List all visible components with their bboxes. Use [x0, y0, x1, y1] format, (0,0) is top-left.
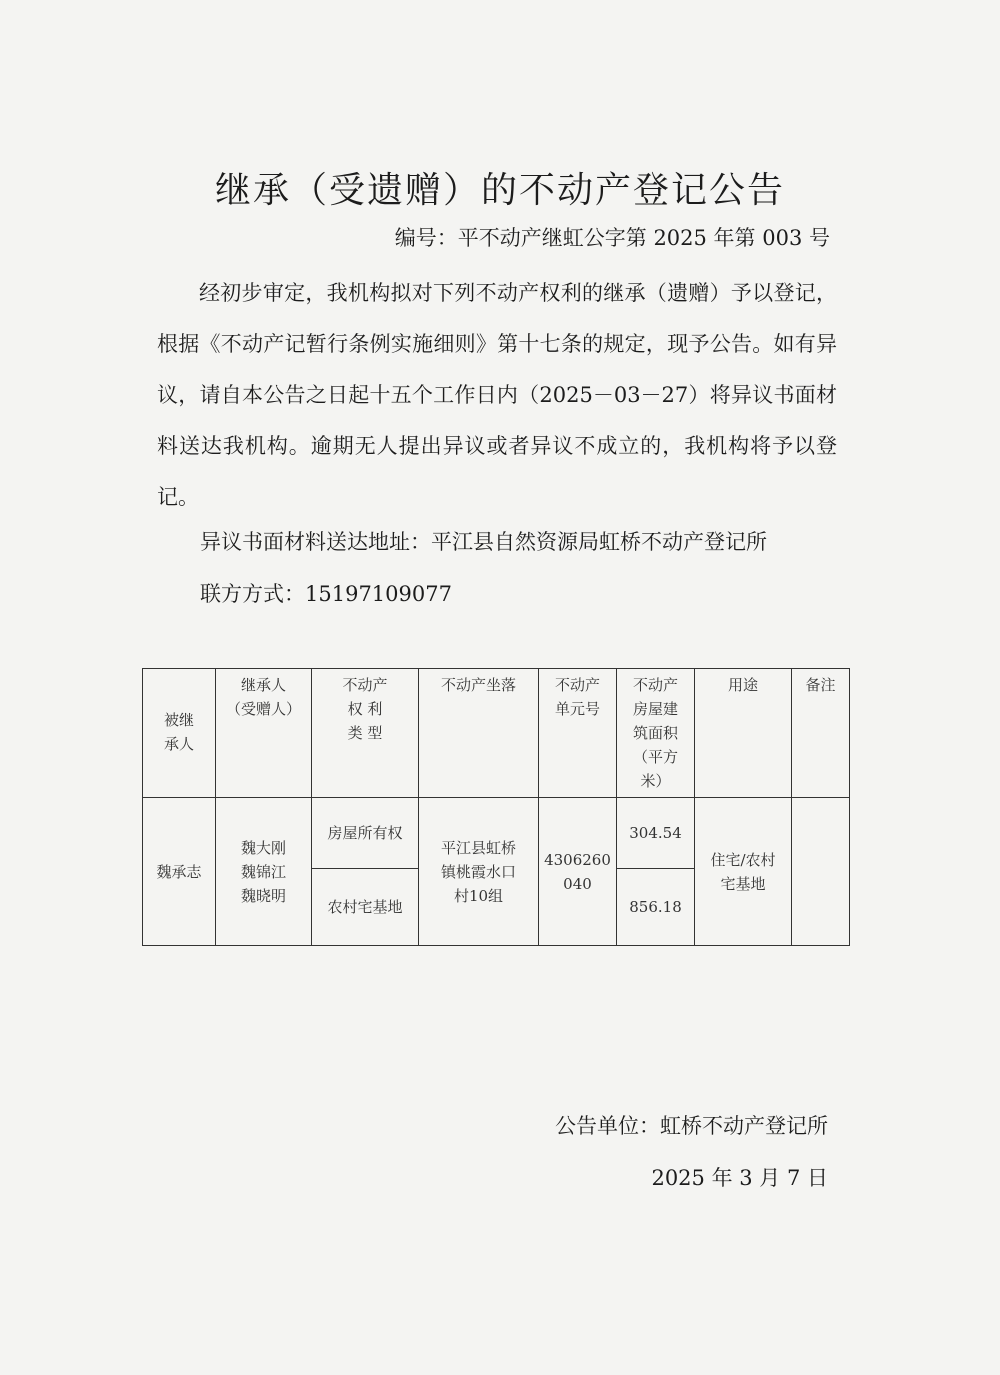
table-header-row: [143, 669, 850, 798]
registration-table: [142, 668, 850, 946]
header-area: 不动产 房屋建 筑面积 （平方 米）: [617, 669, 695, 798]
header-right-type: 不动产 权 利 类 型: [312, 669, 419, 798]
cell-location: 平江县虹桥 镇桃霞水口 村10组: [419, 798, 539, 946]
issuer: 公告单位：虹桥不动产登记所: [555, 1114, 828, 1138]
cell-remark: [792, 798, 850, 946]
cell-right-type-1: 房屋所有权: [312, 798, 419, 869]
cell-usage: 住宅/农村 宅基地: [695, 798, 792, 946]
notice-title: 继承（受遗赠）的不动产登记公告: [214, 170, 785, 211]
issue-date: 2025 年 3 月 7 日: [651, 1166, 828, 1190]
cell-heirs: 魏大刚 魏锦江 魏晓明: [216, 798, 312, 946]
contact-info: 联方方式：15197109077: [200, 582, 452, 606]
objection-address: 异议书面材料送达地址：平江县自然资源局虹桥不动产登记所: [200, 530, 767, 554]
table-row: [143, 798, 850, 869]
cell-unit-no: 4306260 040: [539, 798, 617, 946]
header-usage: 用途: [695, 669, 792, 798]
notice-body-text: 经初步审定，我机构拟对下列不动产权利的继承（遗赠）予以登记，根据《不动产记暂行条例实施细则》第十七条的规定，现予公告。如有异议，请自本公告之日起十五个工作日内（2025－03－27）将异议书面材料送达我机构。逾期无人提出异议或者异议不成立的，我机构将予以登记。: [157, 281, 837, 509]
header-unit-no: 不动产 单元号: [539, 669, 617, 798]
cell-right-type-2: 农村宅基地: [312, 869, 419, 946]
cell-decedent: 魏承志: [143, 798, 216, 946]
notice-number: 编号：平不动产继虹公字第 2025 年第 003 号: [394, 226, 830, 250]
header-location: 不动产坐落: [419, 669, 539, 798]
header-remark: 备注: [792, 669, 850, 798]
header-decedent: 被继 承人: [143, 669, 216, 798]
cell-area-1: 304.54: [617, 798, 695, 869]
notice-body: [157, 268, 837, 523]
header-heir: 继承人 （受赠人）: [216, 669, 312, 798]
cell-area-2: 856.18: [617, 869, 695, 946]
